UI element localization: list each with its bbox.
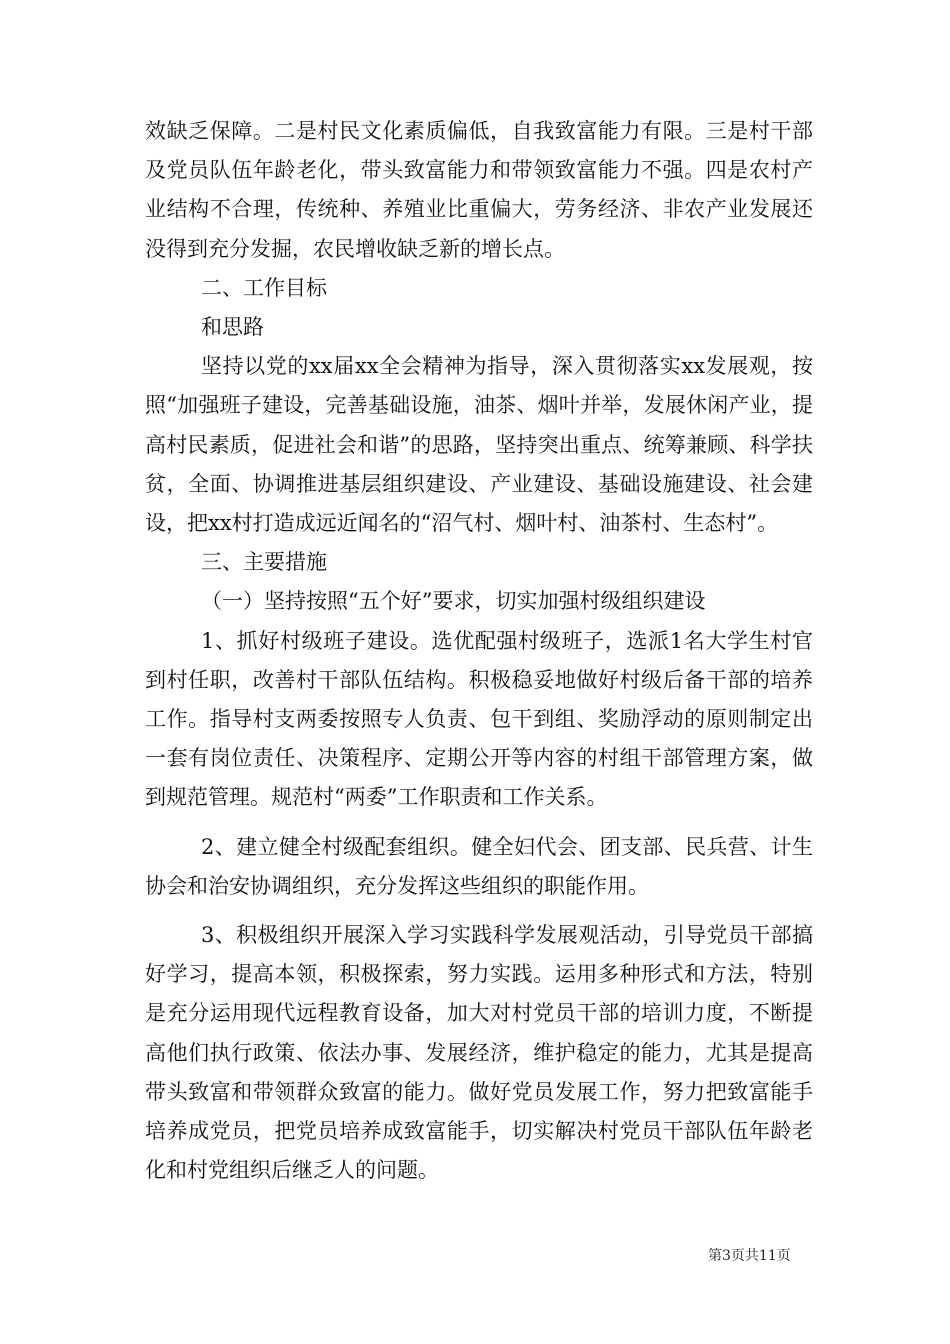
subsection-heading-organization: （一）坚持按照“五个好”要求，切实加强村级组织建设 [201,589,706,614]
page-number-footer: 第3页共11页 [708,1248,791,1264]
section-heading-goals-continued: 和思路 [201,315,264,340]
paragraph-guiding-thought: 坚持以党的xx届xx全会精神为指导，深入贯彻落实xx发展观，按照“加强班子建设，完善基础设施，油茶、烟叶并举，发展休闲产业，提高村民素质，促进社会和谐”的思路，坚持突出重点、统筹兼顾、科学扶贫，全面、协调推进基层组织建设、产业建设、基础设施建设、社会建设，把xx村打造成远近闻名的“沼气村、烟叶村、油茶村、生态村”。 [145,354,813,536]
section-heading-measures: 三、主要措施 [201,550,327,575]
paragraph-measure-2: 2、建立健全村级配套组织。健全妇代会、团支部、民兵营、计生协会和治安协调组织，充分发挥这些组织的职能作用。 [145,834,813,898]
document-body [145,112,813,1190]
section-heading-goals: 二、工作目标 [201,275,327,300]
paragraph-measure-3: 3、积极组织开展深入学习实践科学发展观活动，引导党员干部搞好学习，提高本领，积极探索，努力实践。运用多种形式和方法，特别是充分运用现代远程教育设备，加大对村党员干部的培训力度，不断提高他们执行政策、依法办事、发展经济，维护稳定的能力，尤其是提高带头致富和带领群众致富的能力。做好党员发展工作，努力把致富能手培养成党员，把党员培养成致富能手，切实解决村党员干部队伍年龄老化和村党组织后继乏人的问题。 [145,923,813,1183]
paragraph-measure-1: 1、抓好村级班子建设。选优配强村级班子，选派1名大学生村官到村任职，改善村干部队伍结构。积极稳妥地做好村级后备干部的培养工作。指导村支两委按照专人负责、包干到组、奖励浮动的原则制定出一套有岗位责任、决策程序、定期公开等内容的村组干部管理方案，做到规范管理。规范村“两委”工作职责和工作关系。 [145,628,813,810]
paragraph-continuation: 效缺乏保障。二是村民文化素质偏低，自我致富能力有限。三是村干部及党员队伍年龄老化，带头致富能力和带领致富能力不强。四是农村产业结构不合理，传统种、养殖业比重偏大，劳务经济、非农产业发展还没得到充分发掘，农民增收缺乏新的增长点。 [145,119,813,261]
